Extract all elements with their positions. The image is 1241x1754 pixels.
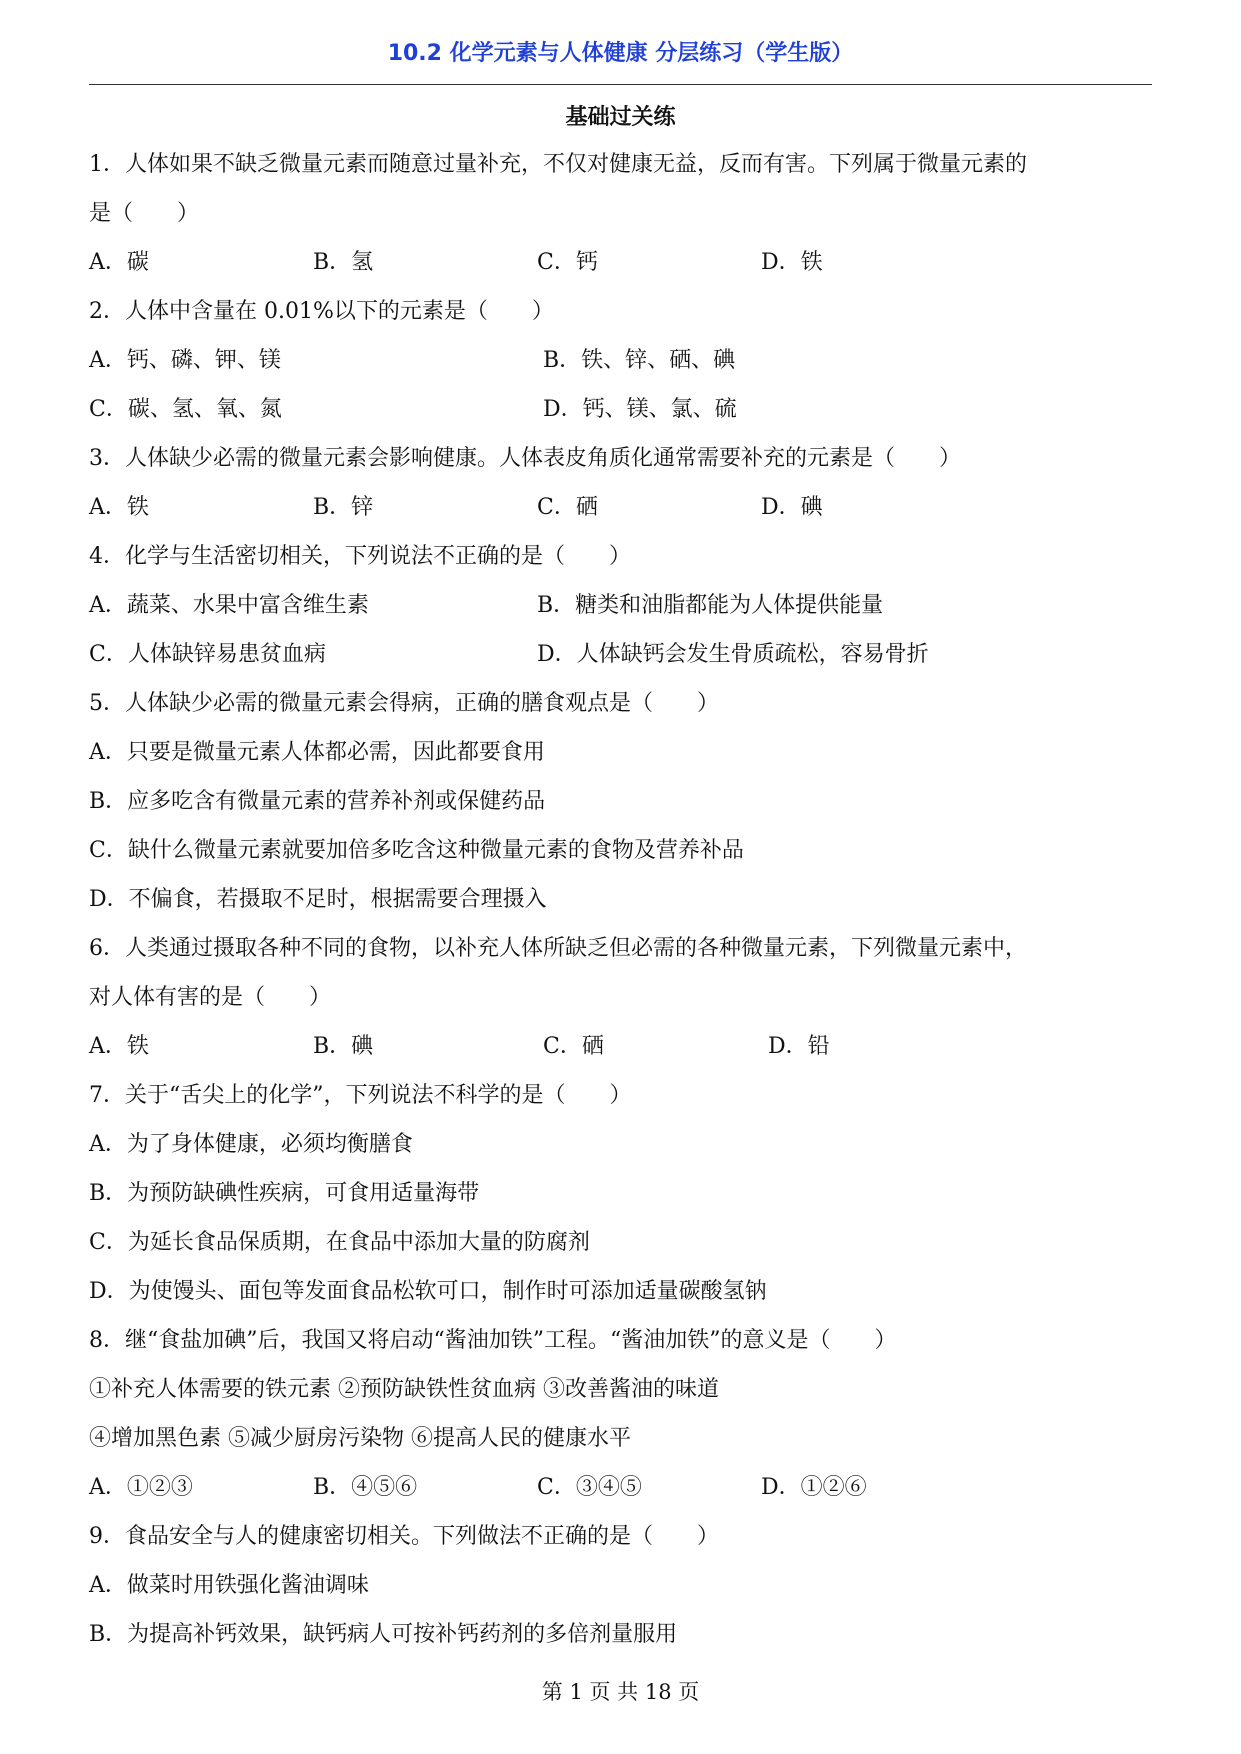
option: A．①②③ [89, 1475, 193, 1500]
option-row [89, 336, 1152, 385]
question-stem: 9．食品安全与人的健康密切相关。下列做法不正确的是（ ） [89, 1524, 719, 1549]
question-stem: 4．化学与生活密切相关，下列说法不正确的是（ ） [89, 544, 631, 569]
option-row [89, 581, 1152, 630]
option-row [89, 630, 1152, 679]
option: C．硒 [537, 495, 598, 520]
option: D．为使馒头、面包等发面食品松软可口，制作时可添加适量碳酸氢钠 [89, 1279, 767, 1304]
option: D．铅 [768, 1034, 830, 1059]
option: B．④⑤⑥ [313, 1475, 418, 1500]
option: A．蔬菜、水果中富含维生素 [89, 593, 369, 618]
question-stem: 8．继“食盐加碘”后，我国又将启动“酱油加铁”工程。“酱油加铁”的意义是（ ） [89, 1328, 897, 1353]
option-row [89, 1463, 1152, 1512]
document-title: 10.2 化学元素与人体健康 分层练习（学生版） [387, 41, 854, 66]
option: B．为预防缺碘性疾病，可食用适量海带 [89, 1181, 480, 1206]
option: C．碳、氢、氧、氮 [89, 397, 282, 422]
option-row [89, 1022, 1152, 1071]
option: A．钙、磷、钾、镁 [89, 348, 281, 373]
question-stem: ①补充人体需要的铁元素 ②预防缺铁性贫血病 ③改善酱油的味道 [89, 1377, 719, 1402]
question-stem: 3．人体缺少必需的微量元素会影响健康。人体表皮角质化通常需要补充的元素是（ ） [89, 446, 962, 471]
option-row [89, 483, 1152, 532]
option: C．钙 [537, 250, 598, 275]
option: D．①②⑥ [761, 1475, 867, 1500]
option: C．缺什么微量元素就要加倍多吃含这种微量元素的食物及营养补品 [89, 838, 744, 863]
option: C．硒 [543, 1034, 604, 1059]
option: B．糖类和油脂都能为人体提供能量 [537, 593, 884, 618]
option: D．铁 [761, 250, 823, 275]
question-stem: 1．人体如果不缺乏微量元素而随意过量补充，不仅对健康无益，反而有害。下列属于微量元素的 [89, 152, 1028, 177]
option: D．钙、镁、氯、硫 [543, 397, 737, 422]
option: B．应多吃含有微量元素的营养补剂或保健药品 [89, 789, 546, 814]
question-stem: 5．人体缺少必需的微量元素会得病，正确的膳食观点是（ ） [89, 691, 719, 716]
option: B．铁、锌、硒、碘 [543, 348, 736, 373]
header-divider [89, 84, 1152, 85]
question-stem: 6．人类通过摄取各种不同的食物，以补充人体所缺乏但必需的各种微量元素，下列微量元素中， [89, 936, 1028, 961]
option: A．铁 [89, 495, 149, 520]
option: B．为提高补钙效果，缺钙病人可按补钙药剂的多倍剂量服用 [89, 1622, 678, 1647]
option: C．③④⑤ [537, 1475, 642, 1500]
question-stem: 对人体有害的是（ ） [89, 985, 332, 1010]
question-stem: ④增加黑色素 ⑤减少厨房污染物 ⑥提高人民的健康水平 [89, 1426, 631, 1451]
option: B．碘 [313, 1034, 374, 1059]
question-stem: 2．人体中含量在 0.01%以下的元素是（ ） [89, 299, 554, 324]
option: B．锌 [313, 495, 374, 520]
option: C．人体缺锌易患贫血病 [89, 642, 326, 667]
question-list [89, 140, 1152, 1659]
section-title: 基础过关练 [565, 105, 676, 130]
option: B．氢 [313, 250, 374, 275]
option-row [89, 385, 1152, 434]
option: A．只要是微量元素人体都必需，因此都要食用 [89, 740, 545, 765]
option: A．做菜时用铁强化酱油调味 [89, 1573, 369, 1598]
question-stem: 7．关于“舌尖上的化学”，下列说法不科学的是（ ） [89, 1083, 632, 1108]
option: D．碘 [761, 495, 823, 520]
option: A．碳 [89, 250, 149, 275]
option: D．人体缺钙会发生骨质疏松，容易骨折 [537, 642, 929, 667]
option: D．不偏食，若摄取不足时，根据需要合理摄入 [89, 887, 547, 912]
question-stem: 是（ ） [89, 201, 200, 226]
option: A．为了身体健康，必须均衡膳食 [89, 1132, 413, 1157]
page-number: 第 1 页 共 18 页 [541, 1680, 700, 1704]
option: A．铁 [89, 1034, 149, 1059]
option-row [89, 238, 1152, 287]
option: C．为延长食品保质期，在食品中添加大量的防腐剂 [89, 1230, 590, 1255]
